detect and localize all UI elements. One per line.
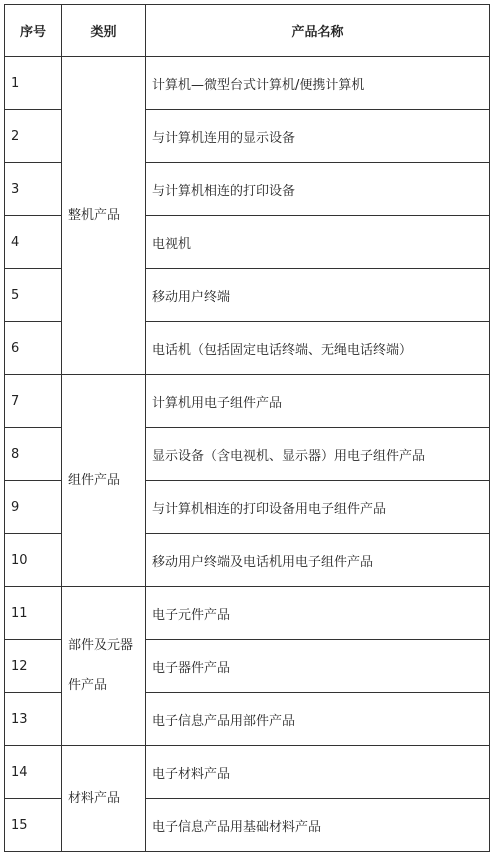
row-index: 12 [5, 640, 62, 693]
row-index: 7 [5, 375, 62, 428]
row-index: 9 [5, 481, 62, 534]
table-row [5, 57, 490, 110]
row-index: 2 [5, 110, 62, 163]
product-name-cell: 电视机 [146, 216, 490, 269]
product-name-cell: 电子信息产品用部件产品 [146, 693, 490, 746]
header-category: 类别 [62, 5, 146, 57]
category-cell: 整机产品 [62, 57, 146, 375]
product-category-table [4, 4, 490, 852]
product-name-cell: 电子元件产品 [146, 587, 490, 640]
row-index: 11 [5, 587, 62, 640]
row-index: 14 [5, 746, 62, 799]
header-product-name: 产品名称 [146, 5, 490, 57]
row-index: 1 [5, 57, 62, 110]
product-name-cell: 电子器件产品 [146, 640, 490, 693]
category-cell: 材料产品 [62, 746, 146, 852]
table-row [5, 746, 490, 799]
row-index: 5 [5, 269, 62, 322]
product-name-cell: 电子信息产品用基础材料产品 [146, 799, 490, 852]
table-row [5, 587, 490, 640]
header-index: 序号 [5, 5, 62, 57]
category-cell: 组件产品 [62, 375, 146, 587]
product-name-cell: 移动用户终端及电话机用电子组件产品 [146, 534, 490, 587]
row-index: 15 [5, 799, 62, 852]
row-index: 8 [5, 428, 62, 481]
product-name-cell: 显示设备（含电视机、显示器）用电子组件产品 [146, 428, 490, 481]
product-name-cell: 电子材料产品 [146, 746, 490, 799]
table-header-row [5, 5, 490, 57]
product-name-cell: 计算机—微型台式计算机/便携计算机 [146, 57, 490, 110]
product-name-cell: 移动用户终端 [146, 269, 490, 322]
product-name-cell: 与计算机相连的打印设备 [146, 163, 490, 216]
row-index: 10 [5, 534, 62, 587]
category-cell: 部件及元器件产品 [62, 587, 146, 746]
product-name-cell: 计算机用电子组件产品 [146, 375, 490, 428]
product-name-cell: 电话机（包括固定电话终端、无绳电话终端） [146, 322, 490, 375]
product-name-cell: 与计算机相连的打印设备用电子组件产品 [146, 481, 490, 534]
table-body [5, 57, 490, 852]
table-row [5, 375, 490, 428]
row-index: 4 [5, 216, 62, 269]
product-name-cell: 与计算机连用的显示设备 [146, 110, 490, 163]
row-index: 6 [5, 322, 62, 375]
row-index: 13 [5, 693, 62, 746]
row-index: 3 [5, 163, 62, 216]
